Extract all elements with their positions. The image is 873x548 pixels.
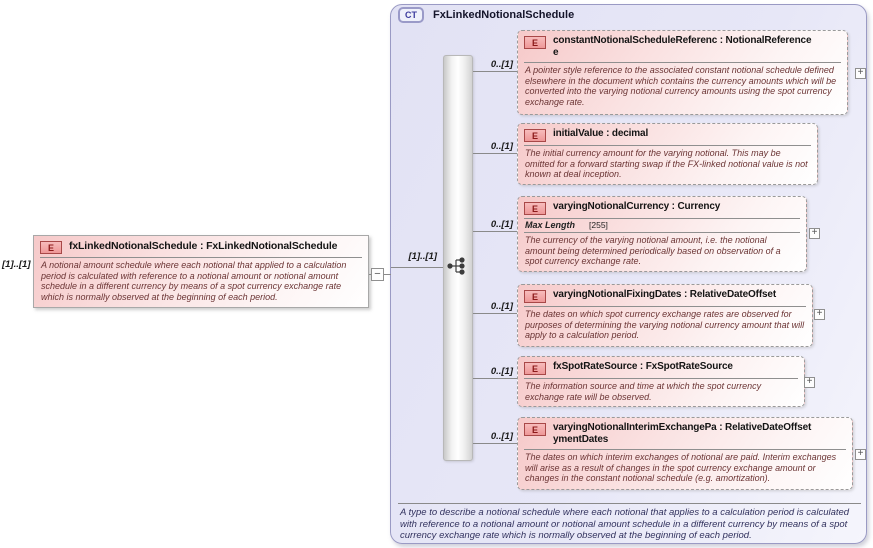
- collapse-handle[interactable]: [371, 268, 384, 281]
- branch-line: [473, 153, 517, 154]
- element-title: varyingNotionalInterimExchangePa : RelativeDateOffset: [553, 422, 812, 433]
- element-varying-notional-fixing-dates[interactable]: [517, 284, 813, 347]
- element-title-wrap: e: [553, 47, 559, 58]
- expand-handle[interactable]: [804, 377, 815, 388]
- element-annotation: The currency of the varying notional amount, i.e. the notional amount being determined periodically based on observation of a spot currency exchange rate.: [525, 235, 781, 266]
- divider: [524, 449, 846, 450]
- element-initial-value[interactable]: [517, 123, 818, 185]
- element-title: fxLinkedNotionalSchedule : FxLinkedNotionalSchedule: [69, 240, 338, 252]
- element-header: [518, 31, 847, 60]
- element-title: fxSpotRateSource : FxSpotRateSource: [553, 361, 733, 372]
- divider: [524, 62, 841, 63]
- element-title: constantNotionalScheduleReferenc : NotionalReference: [553, 35, 812, 46]
- element-kind-badge-icon: E: [524, 290, 546, 303]
- element-header: [518, 197, 806, 216]
- branch-line: [473, 71, 517, 72]
- element-annotation: The information source and time at which the spot currency exchange rate will be observed.: [525, 381, 762, 402]
- cardinality-label: 0..[1]: [490, 59, 513, 70]
- cardinality-label: 0..[1]: [490, 366, 513, 377]
- divider: [524, 306, 806, 307]
- divider: [524, 145, 811, 146]
- expand-handle[interactable]: [809, 228, 820, 239]
- complex-type-header: [398, 7, 574, 23]
- facet-value: [255]: [589, 220, 608, 230]
- element-kind-badge-icon: E: [524, 36, 546, 49]
- branch-line: [473, 443, 517, 444]
- element-annotation: A pointer style reference to the associated constant notional schedule defined elsewhere in the document which contains the currency amounts which will be converted into the varying notional currency amounts using the spot currency exchange rate.: [525, 65, 837, 107]
- element-kind-badge-icon: E: [524, 362, 546, 375]
- expand-handle[interactable]: [855, 68, 866, 79]
- cardinality-label: 0..[1]: [490, 431, 513, 442]
- cardinality-label: 0..[1]: [490, 219, 513, 230]
- connector-line-sequence: [391, 267, 443, 268]
- expand-handle[interactable]: [855, 449, 866, 460]
- element-annotation: The dates on which spot currency exchange rates are observed for purposes of determining the varying notional currency amount that will apply to a calculation period.: [525, 309, 805, 340]
- plus-icon: +: [857, 67, 864, 78]
- element-kind-badge-icon: E: [524, 202, 546, 215]
- element-kind-badge-icon: E: [524, 423, 546, 436]
- plus-icon: +: [811, 227, 818, 238]
- divider: [524, 232, 800, 233]
- element-title: varyingNotionalFixingDates : RelativeDateOffset: [553, 289, 777, 300]
- sequence-icon: [446, 256, 468, 281]
- cardinality-label: 0..[1]: [490, 141, 513, 152]
- element-title-wrap: ymentDates: [553, 434, 609, 445]
- element-header: [518, 418, 852, 447]
- divider: [524, 378, 798, 379]
- element-fx-spot-rate-source[interactable]: [517, 356, 805, 407]
- element-varying-notional-interim-exchange-payment-dates[interactable]: [517, 417, 853, 490]
- element-header: [518, 124, 817, 143]
- facet-label: Max Length: [525, 220, 576, 230]
- complex-type-annotation-divider: [398, 503, 861, 504]
- element-kind-badge-icon: E: [40, 241, 62, 254]
- branch-line: [473, 231, 517, 232]
- complex-type-badge-icon: CT: [398, 7, 424, 23]
- sequence-cardinality-label: [1]..[1]: [408, 251, 437, 262]
- branch-line: [473, 378, 517, 379]
- complex-type-title: FxLinkedNotionalSchedule: [433, 9, 575, 21]
- element-header: [518, 357, 804, 376]
- element-kind-badge-icon: E: [524, 129, 546, 142]
- element-header: [518, 285, 812, 304]
- complex-type-annotation: A type to describe a notional schedule where each notional that applies to a calculation period is calculated with reference to a notional amount or notional amount schedule in a different currency by means of a spot currency exchange rate which is normally observed at the beginning of each period.: [400, 507, 850, 541]
- element-varying-notional-currency[interactable]: [517, 196, 807, 272]
- element-annotation: The dates on which interim exchanges of notional are paid. Interim exchanges will arise as a result of changes in the spot currency exchange amount or changes in the constant notional schedule (e.g. amortization).: [525, 452, 837, 483]
- branch-line: [473, 313, 517, 314]
- divider: [40, 257, 362, 258]
- element-fx-linked-notional-schedule[interactable]: [33, 235, 369, 308]
- plus-icon: +: [857, 448, 864, 459]
- root-cardinality-label: [1]..[1]: [2, 259, 31, 270]
- expand-handle[interactable]: [814, 309, 825, 320]
- minus-icon: −: [374, 268, 381, 280]
- element-annotation: The initial currency amount for the varying notional. This may be omitted for a forward starting swap if the FX-linked notional value is not known at deal inception.: [525, 148, 808, 179]
- divider: [524, 218, 800, 219]
- element-title: varyingNotionalCurrency : Currency: [553, 201, 721, 212]
- element-header: [34, 236, 368, 255]
- element-annotation: A notional amount schedule where each notional that applied to a calculation period is calculated with reference to a notional amount or notional amount schedule in a different currency by means of a spot currency exchange rate which is normally observed at the beginning of each period.: [41, 260, 347, 302]
- cardinality-label: 0..[1]: [490, 301, 513, 312]
- element-title: initialValue : decimal: [553, 128, 649, 139]
- plus-icon: +: [806, 376, 813, 387]
- facet-row: [518, 220, 806, 230]
- element-constant-notional-schedule-reference[interactable]: [517, 30, 848, 115]
- plus-icon: +: [816, 308, 823, 319]
